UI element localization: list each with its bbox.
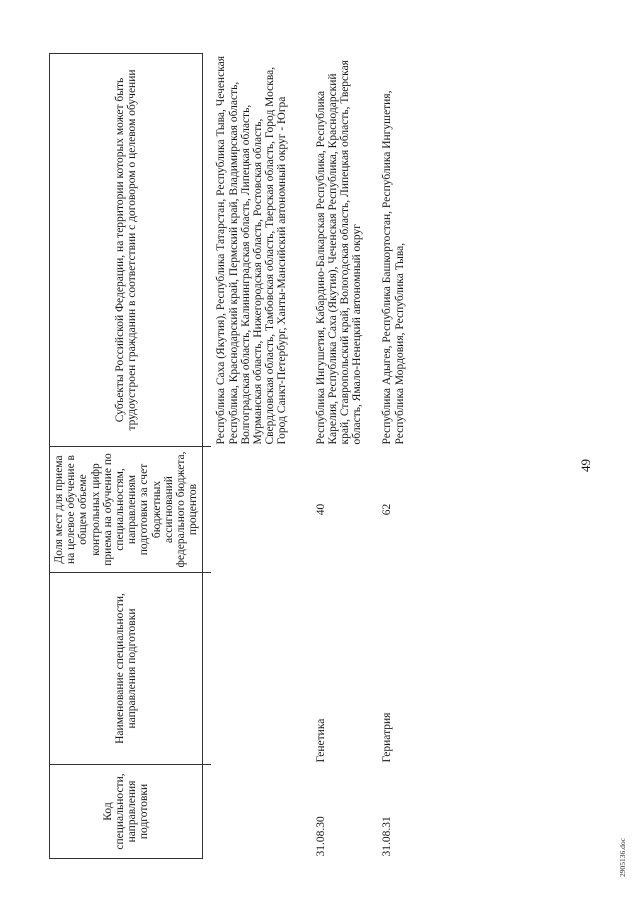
row-name: Генетика [314, 718, 327, 763]
row-regions: Республика Адыгея, Республика Башкортостан, Республика Ингушетия, Республика Мордовия, Республика Тыва, [381, 90, 406, 445]
table-row [211, 54, 310, 859]
spacer-row [203, 54, 212, 859]
row-share: 62 [381, 503, 394, 516]
continuation-regions: Республика Саха (Якутия), Республика Татарстан, Республика Тыва, Чеченская Республика, Краснодарский край, Пермский край, Владимирская область, Волгоградская область, Калининградская область, Липецкая область, Мурманская область, Нижегородская область, Ростовская область, Свердловская область, Тамбовская область, Тверская область, Город Москва, Город Санкт-Петербург, Ханты-Мансийский автономный округ - Югра [215, 55, 289, 445]
footer-filename: 2905136.doc [618, 838, 627, 877]
row-share: 40 [314, 503, 327, 516]
row-name: Гериатрия [381, 712, 394, 763]
header-regions: Субъекты Российской Федерации, на территории которых может быть трудоустроен гражданин в соответствии с договором о целевом обучении [50, 54, 203, 447]
table-header-row [50, 54, 203, 859]
target-training-table [49, 53, 406, 859]
header-code: Код специальности, направления подготовки [50, 765, 203, 859]
header-name: Наименование специальности, направления подготовки [50, 573, 203, 765]
row-code: 31.08.30 [314, 816, 327, 857]
row-code: 31.08.31 [381, 816, 394, 857]
header-share: Доля мест для приема на целевое обучение в общем объеме контрольных цифр приема на обучение по специальностям, направлениям подготовки за счет бюджетных ассигнований федерального бюджета, процентов [50, 447, 203, 573]
table-row [311, 54, 378, 859]
table-row [377, 54, 405, 859]
page-number: 49 [578, 459, 593, 472]
row-regions: Республика Ингушетия, Кабардино-Балкарская Республика, Республика Карелия, Республика Саха (Якутия), Чеченская Республика, Краснодарский край, Ставропольский край, Вологодская область, Липецкая область, Тверская область, Ямало-Ненецкий автономный округ [314, 60, 364, 445]
